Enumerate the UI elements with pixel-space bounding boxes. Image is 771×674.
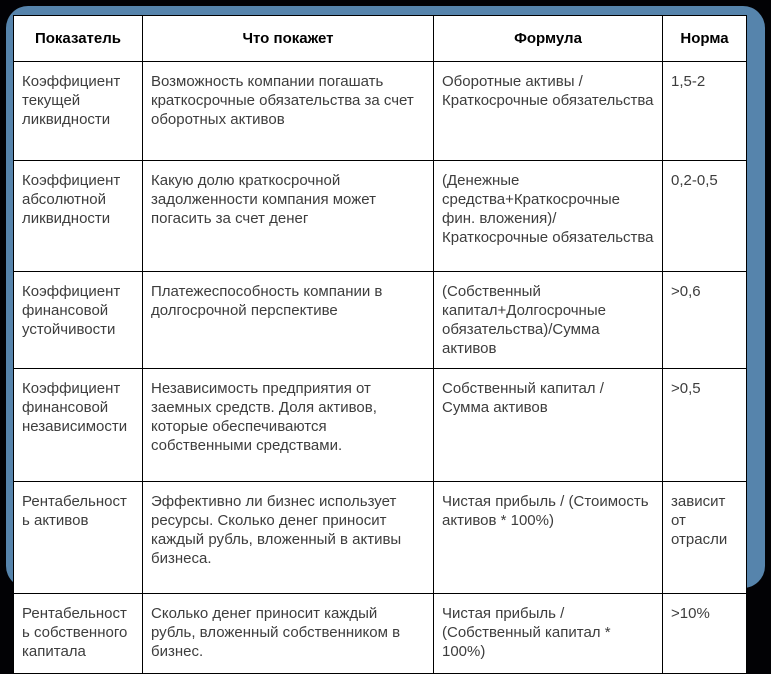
shows-cell: Возможность компании погашать краткосрочные обязательства за счет оборотных активов [143,62,434,161]
formula-cell: Оборотные активы / Краткосрочные обязательства [434,62,663,161]
header-norm: Норма [663,16,747,62]
norm-cell: >10% [663,594,747,674]
norm-cell: зависит от отрасли [663,482,747,594]
shows-cell: Какую долю краткосрочной задолженности компания может погасить за счет денег [143,161,434,272]
formula-cell: (Денежные средства+Краткосрочные фин. вложения)/Краткосрочные обязательства [434,161,663,272]
header-formula: Формула [434,16,663,62]
norm-cell: 0,2-0,5 [663,161,747,272]
indicator-cell: Коэффициент финансовой независимости [14,369,143,482]
table-row [14,594,747,674]
header-indicator: Показатель [14,16,143,62]
table-container [13,15,747,674]
shows-cell: Платежеспособность компании в долгосрочной перспективе [143,272,434,369]
indicator-cell: Рентабельность активов [14,482,143,594]
financial-ratios-table [13,15,747,674]
indicator-cell: Коэффициент финансовой устойчивости [14,272,143,369]
shows-cell: Сколько денег приносит каждый рубль, вложенный собственником в бизнес. [143,594,434,674]
indicator-cell: Коэффициент текущей ликвидности [14,62,143,161]
shows-cell: Эффективно ли бизнес использует ресурсы. Сколько денег приносит каждый рубль, вложенный в активы бизнеса. [143,482,434,594]
table-row [14,62,747,161]
norm-cell: >0,5 [663,369,747,482]
table-row [14,272,747,369]
header-row [14,16,747,62]
norm-cell: 1,5-2 [663,62,747,161]
table-row [14,369,747,482]
header-shows: Что покажет [143,16,434,62]
shows-cell: Независимость предприятия от заемных средств. Доля активов, которые обеспечиваются собственными средствами. [143,369,434,482]
table-row [14,161,747,272]
formula-cell: Чистая прибыль / (Собственный капитал * 100%) [434,594,663,674]
norm-cell: >0,6 [663,272,747,369]
formula-cell: (Собственный капитал+Долгосрочные обязательства)/Сумма активов [434,272,663,369]
formula-cell: Чистая прибыль / (Стоимость активов * 100%) [434,482,663,594]
formula-cell: Собственный капитал / Сумма активов [434,369,663,482]
table-row [14,482,747,594]
indicator-cell: Коэффициент абсолютной ликвидности [14,161,143,272]
indicator-cell: Рентабельность собственного капитала [14,594,143,674]
